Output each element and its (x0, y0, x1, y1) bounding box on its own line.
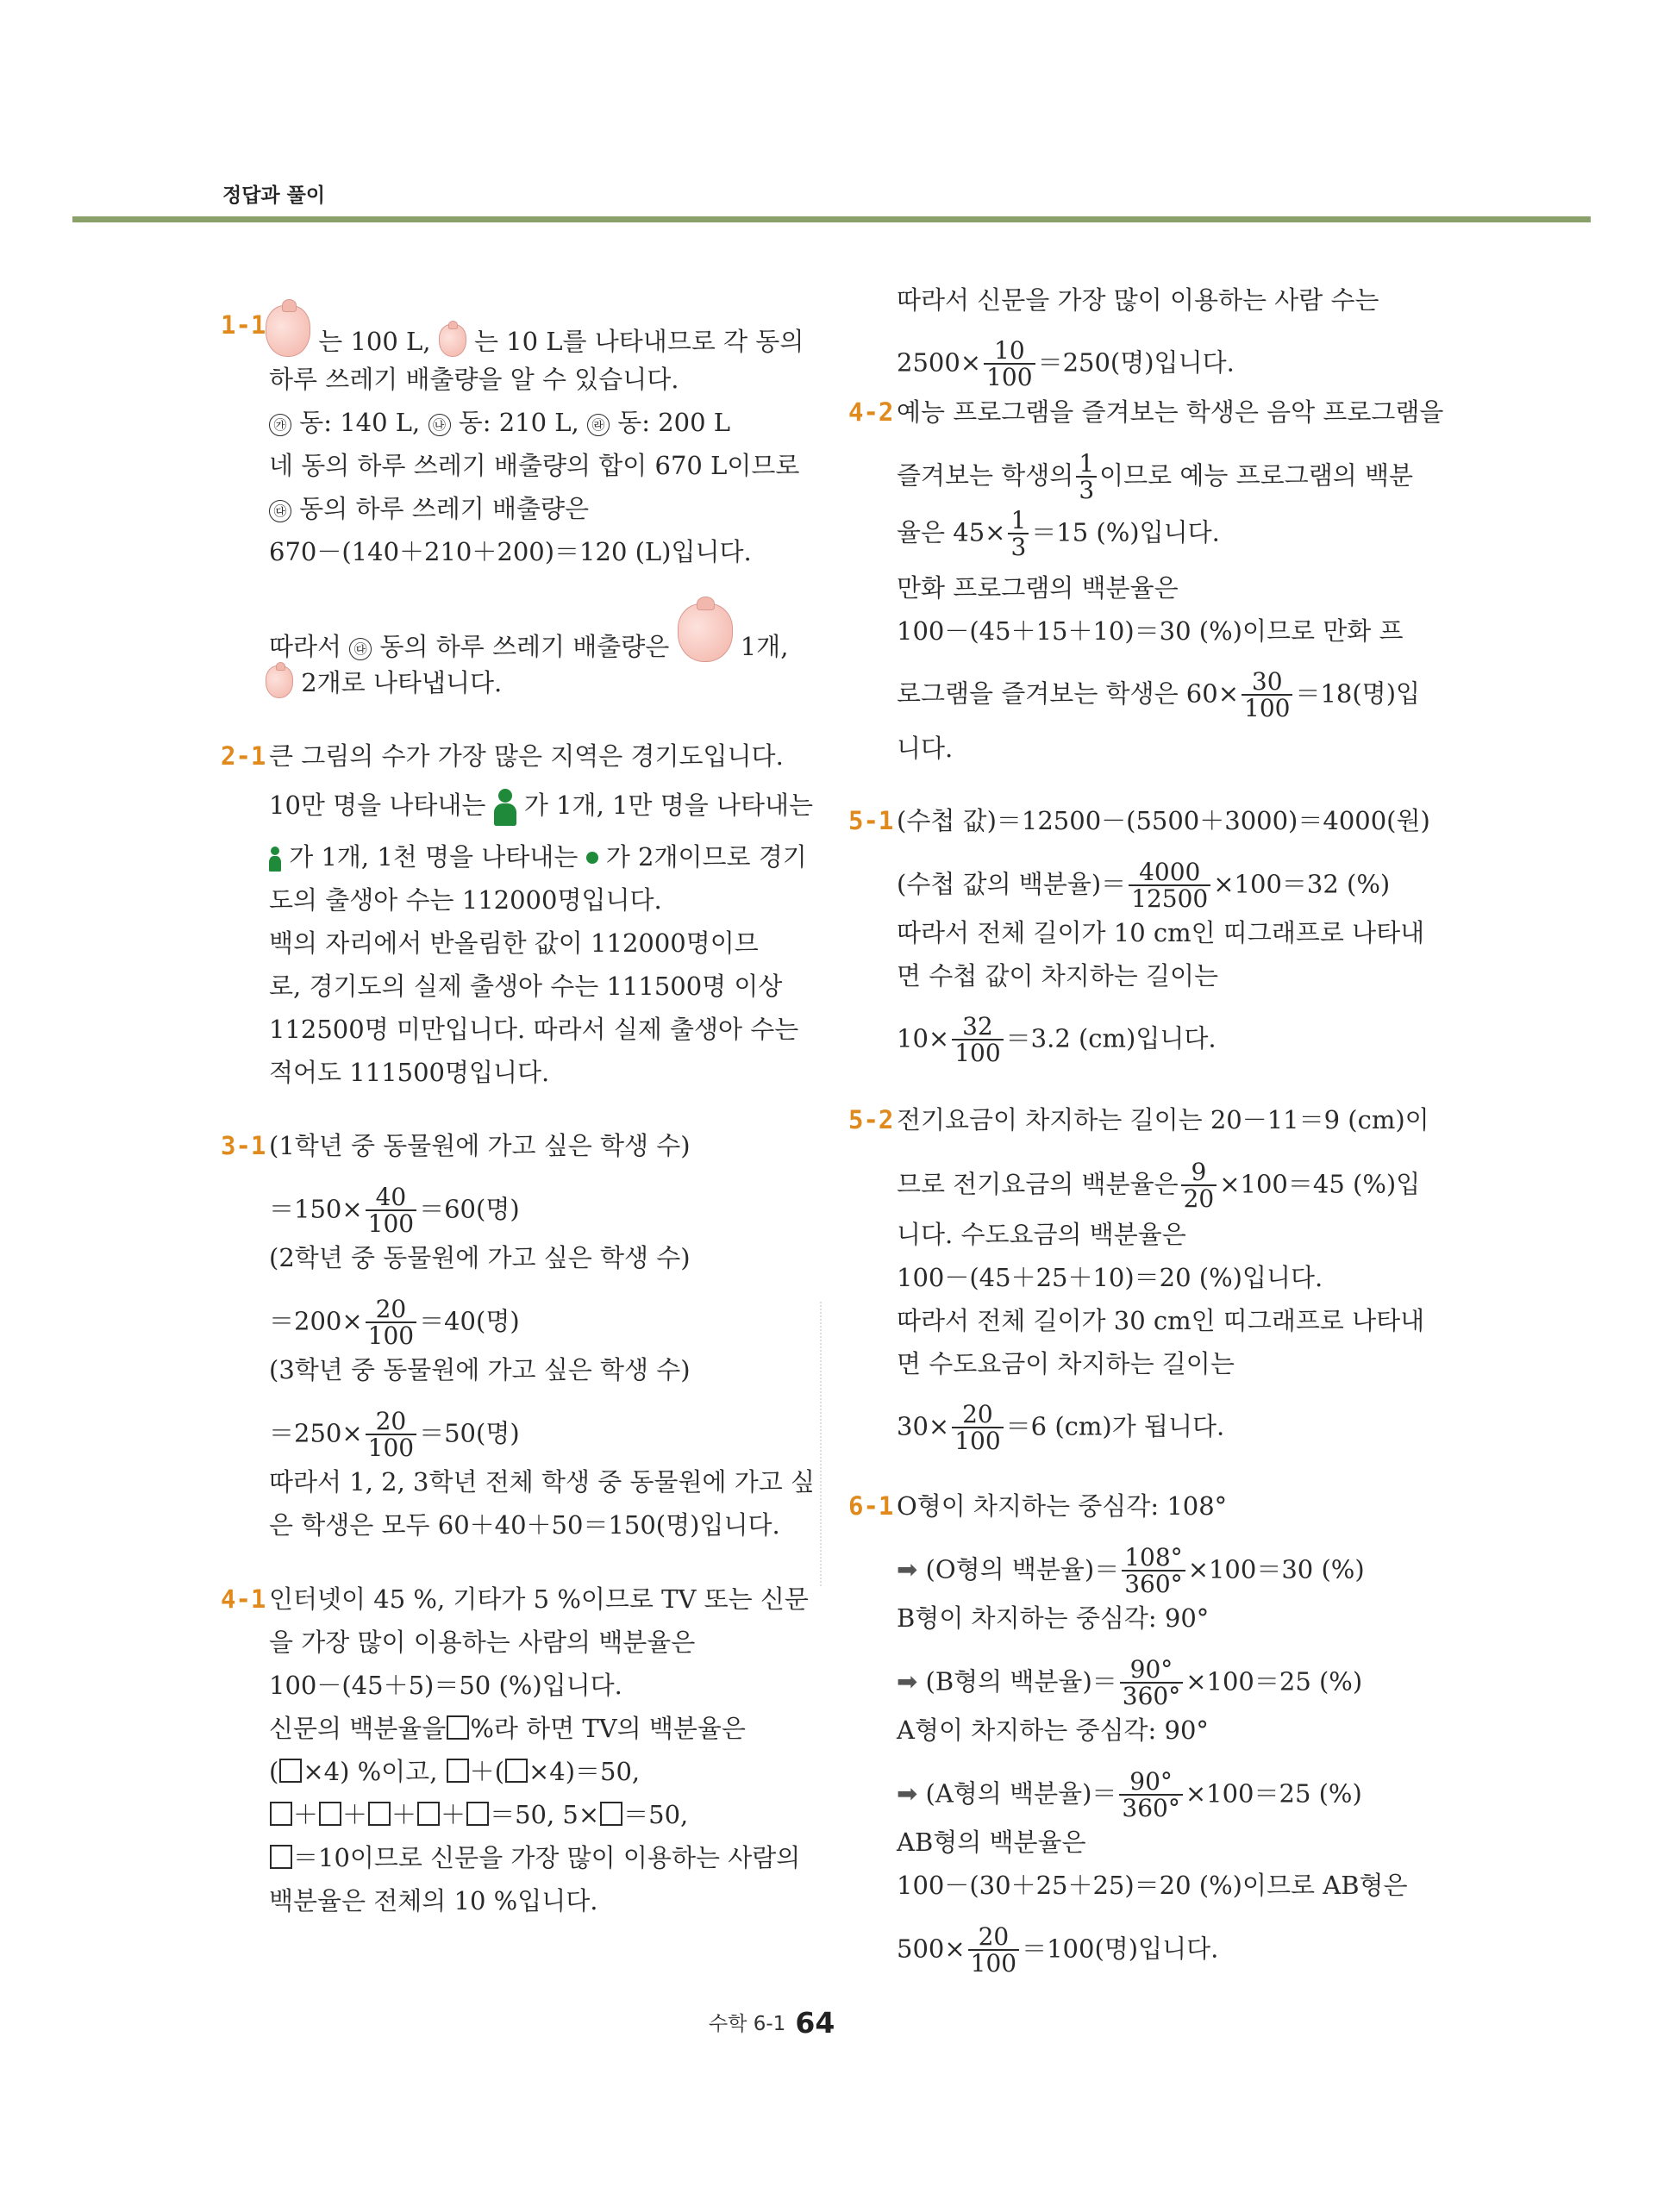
solution-line: ➡ (B형의 백분율)＝ $\frac{90^\circ}{360^\circ}$ ×100＝25 (%) (897, 1655, 1363, 1711)
circled-letter: ㉮ (269, 414, 291, 436)
solution-line: 적어도 111500명입니다. (269, 1058, 550, 1087)
solution-line: 백분율은 전체의 10 %입니다. (269, 1886, 598, 1915)
problem-number: 2-1 (221, 741, 266, 771)
solution-line: 니다. (897, 734, 954, 763)
garbage-bag-icon (678, 603, 733, 662)
blank-box (447, 1715, 469, 1740)
solution-line: 2개로 나타냅니다. (266, 665, 502, 700)
solution-line: 예능 프로그램을 즐겨보는 학생은 음악 프로그램을 (897, 397, 1444, 427)
solution-line: 율은 45× $\frac{1}{3}$ ＝15 (%)입니다. (897, 506, 1220, 562)
blank-box (270, 1802, 292, 1826)
solution-line: 로그램을 즐겨보는 학생은 60× $\frac{30}{100}$ ＝18(명)입 (897, 667, 1421, 723)
solution-line: (1학년 중 동물원에 가고 싶은 학생 수) (269, 1131, 691, 1160)
solution-line: 니다. 수도요금의 백분율은 (897, 1220, 1186, 1249)
solution-line: O형이 차지하는 중심각: 108° (897, 1491, 1228, 1521)
solution-line: 2500× $\frac{10}{100}$ ＝250(명)입니다. (897, 336, 1235, 392)
fraction: $\frac{90^\circ}{360^\circ}$ (1120, 1657, 1183, 1709)
solution-line: 는 100 L, 는 10 L를 나타내므로 각 동의 (266, 305, 804, 359)
blank-box (600, 1802, 622, 1826)
solution-line: 백의 자리에서 반올림한 값이 112000명이므 (269, 928, 759, 958)
blank-box (447, 1759, 469, 1783)
problem-number: 4-1 (221, 1584, 266, 1614)
solution-line: 따라서 ㉰ 동의 하루 쓰레기 배출량은 1개, (269, 603, 788, 664)
solution-line: A형이 차지하는 중심각: 90° (897, 1715, 1209, 1745)
page-number: 64 (795, 2006, 835, 2040)
solution-line: ➡ (A형의 백분율)＝ $\frac{90^\circ}{360^\circ}$ ×100＝25 (%) (897, 1767, 1362, 1823)
column-divider (820, 1302, 822, 1586)
problem-number: 5-1 (848, 806, 894, 835)
solution-line: 만화 프로그램의 백분율은 (897, 573, 1179, 603)
solution-line: ＋ ＋ ＋ ＋ ＝50, 5× ＝50, (269, 1797, 688, 1832)
fraction: $\frac{20}{100}$ (952, 1402, 1003, 1454)
solution-line: (2학년 중 동물원에 가고 싶은 학생 수) (269, 1243, 691, 1272)
fraction: $\frac{90^\circ}{360^\circ}$ (1119, 1769, 1182, 1821)
solution-line: 하루 쓰레기 배출량을 알 수 있습니다. (269, 365, 679, 394)
solution-line: 30× $\frac{20}{100}$ ＝6 (cm)가 됩니다. (897, 1400, 1225, 1456)
solution-line: ＝200× $\frac{20}{100}$ ＝40(명) (269, 1295, 520, 1351)
solution-line: 100－(45＋5)＝50 (%)입니다. (269, 1671, 622, 1700)
solution-line: ㉮ 동: 140 L, ㉯ 동: 210 L, ㉱ 동: 200 L (269, 405, 730, 440)
arrow-right-icon: ➡ (897, 1554, 918, 1584)
blank-box (417, 1802, 440, 1826)
fraction: $\frac{30}{100}$ (1242, 669, 1292, 722)
solution-line: (수첩 값의 백분율)＝ $\frac{4000}{12500}$ ×100＝32 (%) (897, 858, 1391, 914)
solution-line: 네 동의 하루 쓰레기 배출량의 합이 670 L이므로 (269, 451, 800, 480)
solution-line: 112500명 미만입니다. 따라서 실제 출생아 수는 (269, 1015, 799, 1044)
solution-line: 따라서 전체 길이가 30 cm인 띠그래프로 나타내 (897, 1306, 1425, 1335)
solution-line: 500× $\frac{20}{100}$ ＝100(명)입니다. (897, 1922, 1219, 1978)
garbage-bag-icon (266, 665, 293, 698)
solution-line: (3학년 중 동물원에 가고 싶은 학생 수) (269, 1355, 691, 1384)
fraction: $\frac{1}{3}$ (1076, 451, 1097, 503)
blank-box (270, 1845, 292, 1869)
solution-line: 신문의 백분율을 %라 하면 TV의 백분율은 (269, 1714, 746, 1743)
solution-line: 을 가장 많이 이용하는 사람의 백분율은 (269, 1628, 696, 1657)
solution-line: (수첩 값)＝12500－(5500＋3000)＝4000(원) (897, 806, 1430, 835)
problem-number: 1-1 (221, 310, 266, 340)
solution-line: 100－(30＋25＋25)＝20 (%)이므로 AB형은 (897, 1871, 1408, 1900)
solution-line: 100－(45＋15＋10)＝30 (%)이므로 만화 프 (897, 616, 1404, 646)
solution-line: ㉰ 동의 하루 쓰레기 배출량은 (269, 491, 589, 526)
solution-line: 전기요금이 차지하는 길이는 20－11＝9 (cm)이 (897, 1105, 1429, 1134)
fraction: $\frac{10}{100}$ (984, 338, 1035, 391)
solution-line: 따라서 1, 2, 3학년 전체 학생 중 동물원에 가고 싶 (269, 1467, 815, 1497)
solution-line: 면 수첩 값이 차지하는 길이는 (897, 961, 1219, 990)
solution-line: B형이 차지하는 중심각: 90° (897, 1603, 1210, 1633)
fraction: $\frac{20}{100}$ (366, 1409, 416, 1461)
arrow-right-icon: ➡ (897, 1778, 918, 1809)
solution-line: 은 학생은 모두 60＋40＋50＝150(명)입니다. (269, 1510, 780, 1540)
person-icon-medium (269, 847, 281, 872)
fraction: $\frac{9}{20}$ (1181, 1159, 1217, 1212)
circled-letter: ㉰ (349, 638, 372, 660)
circled-letter: ㉰ (269, 500, 291, 522)
solution-line: 즐겨보는 학생의 $\frac{1}{3}$ 이므로 예능 프로그램의 백분 (897, 449, 1413, 505)
problem-number: 6-1 (848, 1491, 894, 1521)
fraction: $\frac{4000}{12500}$ (1129, 859, 1210, 912)
solution-line: 10× $\frac{32}{100}$ ＝3.2 (cm)입니다. (897, 1012, 1217, 1068)
solution-line: 따라서 전체 길이가 10 cm인 띠그래프로 나타내 (897, 918, 1425, 947)
solution-line: 100－(45＋25＋10)＝20 (%)입니다. (897, 1263, 1323, 1292)
fraction: $\frac{40}{100}$ (366, 1184, 416, 1237)
solution-line: 큰 그림의 수가 가장 많은 지역은 경기도입니다. (269, 741, 784, 771)
fraction: $\frac{108^\circ}{360^\circ}$ (1122, 1545, 1185, 1597)
fraction: $\frac{20}{100}$ (968, 1924, 1019, 1977)
solution-line: ＝250× $\frac{20}{100}$ ＝50(명) (269, 1407, 520, 1463)
solution-line: ( ×4) %이고, ＋( ×4)＝50, (269, 1757, 641, 1786)
solution-line: ＝150× $\frac{40}{100}$ ＝60(명) (269, 1183, 520, 1239)
solution-line: 므로 전기요금의 백분율은 $\frac{9}{20}$ ×100＝45 (%)입 (897, 1158, 1421, 1214)
blank-box (505, 1759, 528, 1783)
solution-line: ➡ (O형의 백분율)＝ $\frac{108^\circ}{360^\circ}$ ×100＝30 (%) (897, 1543, 1365, 1599)
circled-letter: ㉯ (428, 414, 451, 436)
problem-number: 3-1 (221, 1131, 266, 1160)
blank-box (279, 1759, 302, 1783)
solution-line: AB형의 백분율은 (897, 1828, 1086, 1857)
footer-book-title: 수학 6-1 (709, 2013, 786, 2035)
circled-letter: ㉱ (587, 414, 610, 436)
garbage-bag-icon (266, 305, 310, 357)
header-rule (72, 216, 1591, 222)
arrow-right-icon: ➡ (897, 1666, 918, 1696)
solution-line: 로, 경기도의 실제 출생아 수는 111500명 이상 (269, 972, 783, 1001)
solution-line: 따라서 신문을 가장 많이 이용하는 사람 수는 (897, 285, 1379, 315)
blank-box (319, 1802, 341, 1826)
solution-line: 가 1개, 1천 명을 나타내는 가 2개이므로 경기 (269, 840, 807, 874)
page-footer (709, 2006, 835, 2040)
fraction: $\frac{20}{100}$ (366, 1297, 416, 1349)
garbage-bag-icon (439, 324, 466, 357)
solution-line: 10만 명을 나타내는 가 1개, 1만 명을 나타내는 (269, 788, 813, 826)
solution-line: 도의 출생아 수는 112000명입니다. (269, 885, 662, 915)
solution-line: 인터넷이 45 %, 기타가 5 %이므로 TV 또는 신문 (269, 1584, 809, 1614)
person-icon-small (586, 852, 598, 864)
blank-box (466, 1802, 489, 1826)
problem-number: 4-2 (848, 397, 894, 427)
fraction: $\frac{32}{100}$ (952, 1014, 1003, 1066)
page-header-title: 정답과 풀이 (222, 184, 326, 207)
fraction: $\frac{1}{3}$ (1008, 508, 1029, 560)
person-icon-large (494, 789, 516, 826)
blank-box (368, 1802, 391, 1826)
solution-line: ＝10이므로 신문을 가장 많이 이용하는 사람의 (269, 1840, 800, 1875)
solution-line: 670－(140＋210＋200)＝120 (L)입니다. (269, 537, 752, 566)
solution-line: 면 수도요금이 차지하는 길이는 (897, 1349, 1235, 1378)
problem-number: 5-2 (848, 1105, 894, 1134)
